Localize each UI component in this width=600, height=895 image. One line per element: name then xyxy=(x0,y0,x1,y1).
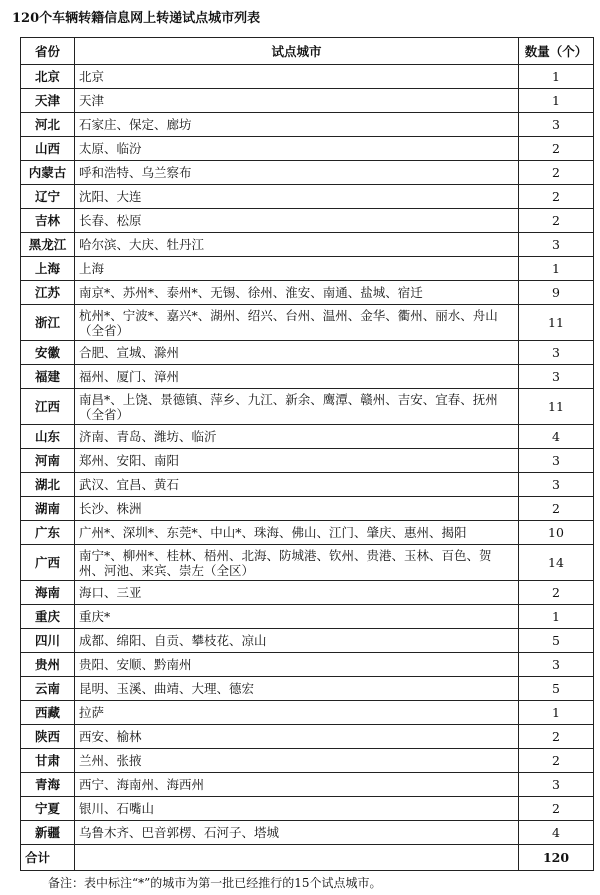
table-row xyxy=(21,185,594,209)
table-row xyxy=(21,653,594,677)
count-cell: 9 xyxy=(519,281,594,305)
table-row xyxy=(21,605,594,629)
count-cell: 3 xyxy=(519,113,594,137)
total-empty-cell xyxy=(75,845,519,871)
cities-cell: 南京*、苏州*、泰州*、无锡、徐州、淮安、南通、盐城、宿迁 xyxy=(75,281,519,305)
province-cell: 吉林 xyxy=(21,209,75,233)
province-cell: 云南 xyxy=(21,677,75,701)
table-row xyxy=(21,209,594,233)
table-row xyxy=(21,725,594,749)
count-cell: 1 xyxy=(519,89,594,113)
table-row xyxy=(21,161,594,185)
count-cell: 3 xyxy=(519,473,594,497)
count-cell: 4 xyxy=(519,425,594,449)
cities-cell: 广州*、深圳*、东莞*、中山*、珠海、佛山、江门、肇庆、惠州、揭阳 xyxy=(75,521,519,545)
province-cell: 山东 xyxy=(21,425,75,449)
count-cell: 2 xyxy=(519,209,594,233)
province-cell: 浙江 xyxy=(21,305,75,341)
table-row xyxy=(21,425,594,449)
province-cell: 重庆 xyxy=(21,605,75,629)
count-cell: 1 xyxy=(519,701,594,725)
cities-cell: 呼和浩特、乌兰察布 xyxy=(75,161,519,185)
province-cell: 黑龙江 xyxy=(21,233,75,257)
cities-cell: 杭州*、宁波*、嘉兴*、湖州、绍兴、台州、温州、金华、衢州、丽水、舟山（全省） xyxy=(75,305,519,341)
count-cell: 11 xyxy=(519,305,594,341)
cities-cell: 合肥、宣城、滁州 xyxy=(75,341,519,365)
page-title: 120个车辆转籍信息网上转递试点城市列表 xyxy=(12,11,261,26)
total-count: 120 xyxy=(519,845,594,871)
table-row xyxy=(21,821,594,845)
header-province: 省份 xyxy=(21,38,75,65)
cities-cell: 重庆* xyxy=(75,605,519,629)
pilot-cities-table xyxy=(20,37,594,871)
count-cell: 14 xyxy=(519,545,594,581)
table-row xyxy=(21,629,594,653)
footnote: 备注：表中标注“*”的城市为第一批已经推行的15个试点城市。 xyxy=(48,876,382,890)
province-cell: 湖南 xyxy=(21,497,75,521)
table-row xyxy=(21,365,594,389)
table-row xyxy=(21,473,594,497)
count-cell: 2 xyxy=(519,161,594,185)
cities-cell: 石家庄、保定、廊坊 xyxy=(75,113,519,137)
total-row xyxy=(21,845,594,871)
province-cell: 江西 xyxy=(21,389,75,425)
province-cell: 北京 xyxy=(21,65,75,89)
cities-cell: 济南、青岛、潍坊、临沂 xyxy=(75,425,519,449)
table-row xyxy=(21,797,594,821)
province-cell: 贵州 xyxy=(21,653,75,677)
province-cell: 内蒙古 xyxy=(21,161,75,185)
province-cell: 天津 xyxy=(21,89,75,113)
province-cell: 辽宁 xyxy=(21,185,75,209)
cities-cell: 成都、绵阳、自贡、攀枝花、凉山 xyxy=(75,629,519,653)
cities-cell: 太原、临汾 xyxy=(75,137,519,161)
province-cell: 广东 xyxy=(21,521,75,545)
cities-cell: 武汉、宜昌、黄石 xyxy=(75,473,519,497)
table-row xyxy=(21,545,594,581)
count-cell: 3 xyxy=(519,773,594,797)
table-row xyxy=(21,749,594,773)
count-cell: 2 xyxy=(519,797,594,821)
province-cell: 青海 xyxy=(21,773,75,797)
count-cell: 4 xyxy=(519,821,594,845)
table-row xyxy=(21,305,594,341)
count-cell: 2 xyxy=(519,725,594,749)
count-cell: 5 xyxy=(519,677,594,701)
count-cell: 1 xyxy=(519,257,594,281)
table-row xyxy=(21,497,594,521)
province-cell: 安徽 xyxy=(21,341,75,365)
count-cell: 1 xyxy=(519,605,594,629)
table-row xyxy=(21,773,594,797)
province-cell: 河南 xyxy=(21,449,75,473)
cities-cell: 拉萨 xyxy=(75,701,519,725)
table-row xyxy=(21,521,594,545)
cities-cell: 北京 xyxy=(75,65,519,89)
cities-cell: 哈尔滨、大庆、牡丹江 xyxy=(75,233,519,257)
province-cell: 河北 xyxy=(21,113,75,137)
table-row xyxy=(21,113,594,137)
count-cell: 11 xyxy=(519,389,594,425)
cities-cell: 昆明、玉溪、曲靖、大理、德宏 xyxy=(75,677,519,701)
table-row xyxy=(21,341,594,365)
cities-cell: 福州、厦门、漳州 xyxy=(75,365,519,389)
province-cell: 西藏 xyxy=(21,701,75,725)
table-row xyxy=(21,677,594,701)
count-cell: 2 xyxy=(519,185,594,209)
header-cities: 试点城市 xyxy=(75,38,519,65)
table-row xyxy=(21,581,594,605)
count-cell: 5 xyxy=(519,629,594,653)
header-count: 数量（个） xyxy=(519,38,594,65)
count-cell: 2 xyxy=(519,497,594,521)
cities-cell: 上海 xyxy=(75,257,519,281)
province-cell: 宁夏 xyxy=(21,797,75,821)
table-row xyxy=(21,389,594,425)
province-cell: 江苏 xyxy=(21,281,75,305)
province-cell: 新疆 xyxy=(21,821,75,845)
table-row xyxy=(21,89,594,113)
table-row xyxy=(21,449,594,473)
table-row xyxy=(21,257,594,281)
cities-cell: 贵阳、安顺、黔南州 xyxy=(75,653,519,677)
cities-cell: 长沙、株洲 xyxy=(75,497,519,521)
province-cell: 广西 xyxy=(21,545,75,581)
cities-cell: 郑州、安阳、南阳 xyxy=(75,449,519,473)
cities-cell: 西安、榆林 xyxy=(75,725,519,749)
count-cell: 3 xyxy=(519,653,594,677)
cities-cell: 银川、石嘴山 xyxy=(75,797,519,821)
table-row xyxy=(21,281,594,305)
province-cell: 福建 xyxy=(21,365,75,389)
count-cell: 3 xyxy=(519,449,594,473)
table-row xyxy=(21,233,594,257)
table-row xyxy=(21,137,594,161)
cities-cell: 南宁*、柳州*、桂林、梧州、北海、防城港、钦州、贵港、玉林、百色、贺州、河池、来宾、崇左（全区） xyxy=(75,545,519,581)
count-cell: 2 xyxy=(519,137,594,161)
table-row xyxy=(21,65,594,89)
province-cell: 陕西 xyxy=(21,725,75,749)
table-header-row xyxy=(21,38,594,65)
count-cell: 10 xyxy=(519,521,594,545)
count-cell: 2 xyxy=(519,581,594,605)
province-cell: 湖北 xyxy=(21,473,75,497)
cities-cell: 天津 xyxy=(75,89,519,113)
cities-cell: 兰州、张掖 xyxy=(75,749,519,773)
table-body xyxy=(21,65,594,845)
province-cell: 四川 xyxy=(21,629,75,653)
count-cell: 3 xyxy=(519,233,594,257)
table-row xyxy=(21,701,594,725)
count-cell: 2 xyxy=(519,749,594,773)
province-cell: 上海 xyxy=(21,257,75,281)
count-cell: 1 xyxy=(519,65,594,89)
total-label: 合计 xyxy=(21,845,75,871)
province-cell: 山西 xyxy=(21,137,75,161)
province-cell: 甘肃 xyxy=(21,749,75,773)
cities-cell: 沈阳、大连 xyxy=(75,185,519,209)
cities-cell: 长春、松原 xyxy=(75,209,519,233)
province-cell: 海南 xyxy=(21,581,75,605)
cities-cell: 南昌*、上饶、景德镇、萍乡、九江、新余、鹰潭、赣州、吉安、宜春、抚州（全省） xyxy=(75,389,519,425)
cities-cell: 海口、三亚 xyxy=(75,581,519,605)
count-cell: 3 xyxy=(519,365,594,389)
cities-cell: 乌鲁木齐、巴音郭楞、石河子、塔城 xyxy=(75,821,519,845)
count-cell: 3 xyxy=(519,341,594,365)
cities-cell: 西宁、海南州、海西州 xyxy=(75,773,519,797)
